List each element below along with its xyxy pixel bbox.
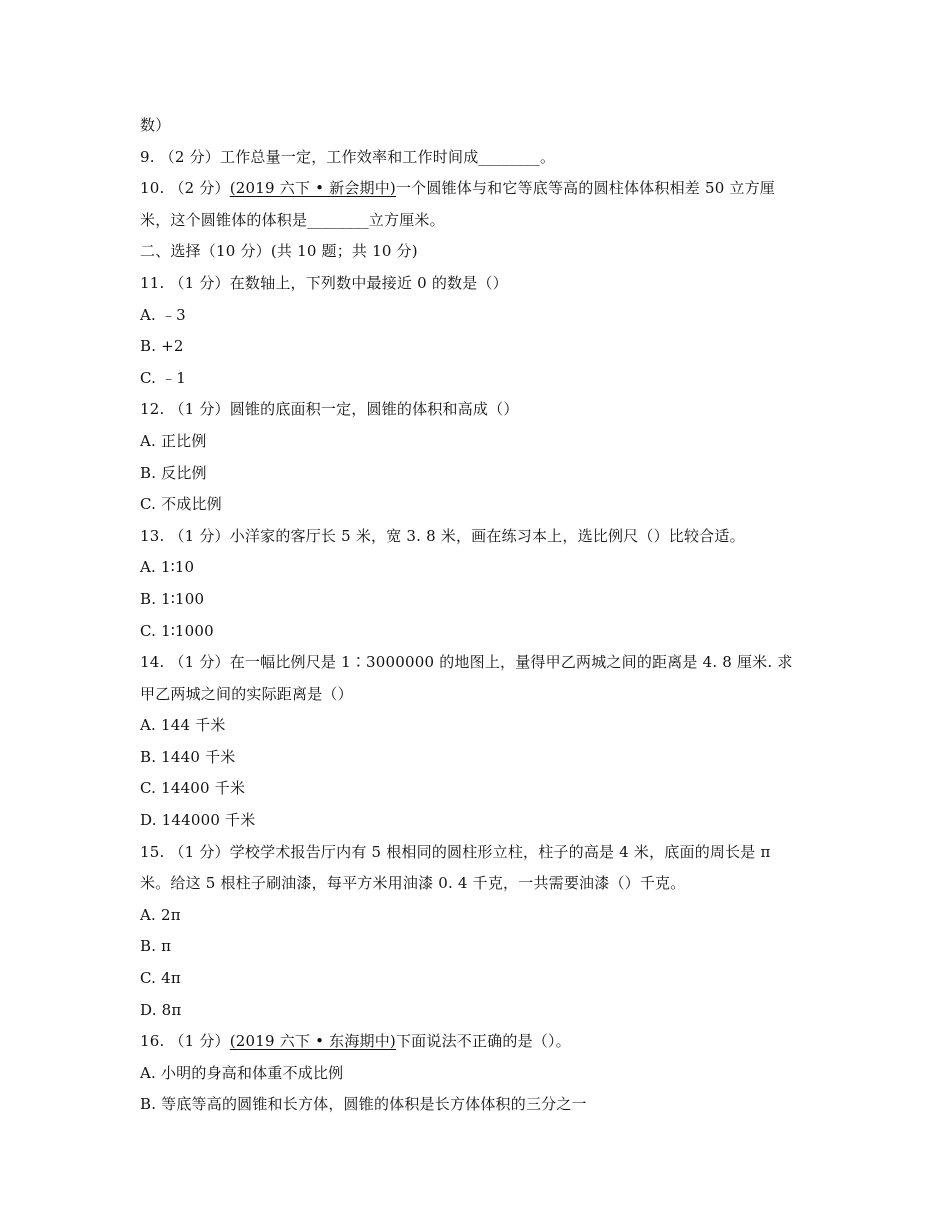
question-9: 9. （2 分）工作总量一定，工作效率和工作时间成________。 bbox=[140, 147, 556, 166]
option-b: B. 1440 千米 bbox=[140, 747, 236, 766]
source-link[interactable]: (2019 六下 • 新会期中) bbox=[229, 179, 396, 198]
question-15: 15. （1 分）学校学术报告厅内有 5 根相同的圆柱形立柱，柱子的高是 4 米，底面的周长是 π bbox=[140, 842, 771, 861]
question-16 bbox=[140, 1026, 820, 1058]
option-a: A. 正比例 bbox=[140, 431, 207, 450]
option-d: D. 8π bbox=[140, 1000, 182, 1019]
question-text: 下面说法不正确的是（）。 bbox=[395, 1032, 571, 1051]
option-a: A. 144 千米 bbox=[140, 716, 226, 735]
document-body bbox=[140, 110, 820, 1121]
option-a: A. ﹣3 bbox=[140, 305, 186, 324]
question-12: 12. （1 分）圆锥的底面积一定，圆锥的体积和高成（） bbox=[140, 400, 519, 419]
option-a: A. 2π bbox=[140, 905, 181, 924]
option-b: B. +2 bbox=[140, 337, 184, 356]
question-14: 14. （1 分）在一幅比例尺是 1∶3000000 的地图上，量得甲乙两城之间的距离是 4. 8 厘米. 求 bbox=[140, 653, 793, 672]
section-heading: 二、选择（10 分）(共 10 题；共 10 分) bbox=[140, 242, 418, 261]
option-c: C. 14400 千米 bbox=[140, 779, 246, 798]
option-a: A. 小明的身高和体重不成比例 bbox=[140, 1063, 344, 1082]
option-b: B. 等底等高的圆锥和长方体，圆锥的体积是长方体体积的三分之一 bbox=[140, 1095, 587, 1114]
source-link[interactable]: (2019 六下 • 东海期中) bbox=[229, 1032, 396, 1051]
option-d: D. 144000 千米 bbox=[140, 811, 256, 830]
option-c: C. 1∶1000 bbox=[140, 621, 214, 640]
question-10 bbox=[140, 173, 820, 205]
option-b: B. 反比例 bbox=[140, 463, 207, 482]
question-number: 10. （2 分） bbox=[140, 179, 230, 198]
option-b: B. π bbox=[140, 937, 172, 956]
question-number: 16. （1 分） bbox=[140, 1032, 230, 1051]
question-13: 13. （1 分）小洋家的客厅长 5 米，宽 3. 8 米，画在练习本上，选比例尺（）比较合适。 bbox=[140, 526, 745, 545]
question-15-cont: 米。给这 5 根柱子刷油漆，每平方米用油漆 0. 4 千克，一共需要油漆（）千克。 bbox=[140, 874, 686, 893]
question-14-cont: 甲乙两城之间的实际距离是（） bbox=[140, 684, 353, 703]
question-10-cont: 米，这个圆锥体的体积是________立方厘米。 bbox=[140, 210, 445, 229]
question-text: 一个圆锥体与和它等底等高的圆柱体体积相差 50 立方厘 bbox=[395, 179, 776, 198]
option-c: C. ﹣1 bbox=[140, 368, 187, 387]
option-b: B. 1∶100 bbox=[140, 589, 205, 608]
text-line: 数） bbox=[140, 116, 171, 134]
option-c: C. 不成比例 bbox=[140, 495, 222, 514]
question-11: 11. （1 分）在数轴上，下列数中最接近 0 的数是（） bbox=[140, 273, 508, 292]
option-c: C. 4π bbox=[140, 969, 181, 988]
option-a: A. 1∶10 bbox=[140, 558, 195, 577]
